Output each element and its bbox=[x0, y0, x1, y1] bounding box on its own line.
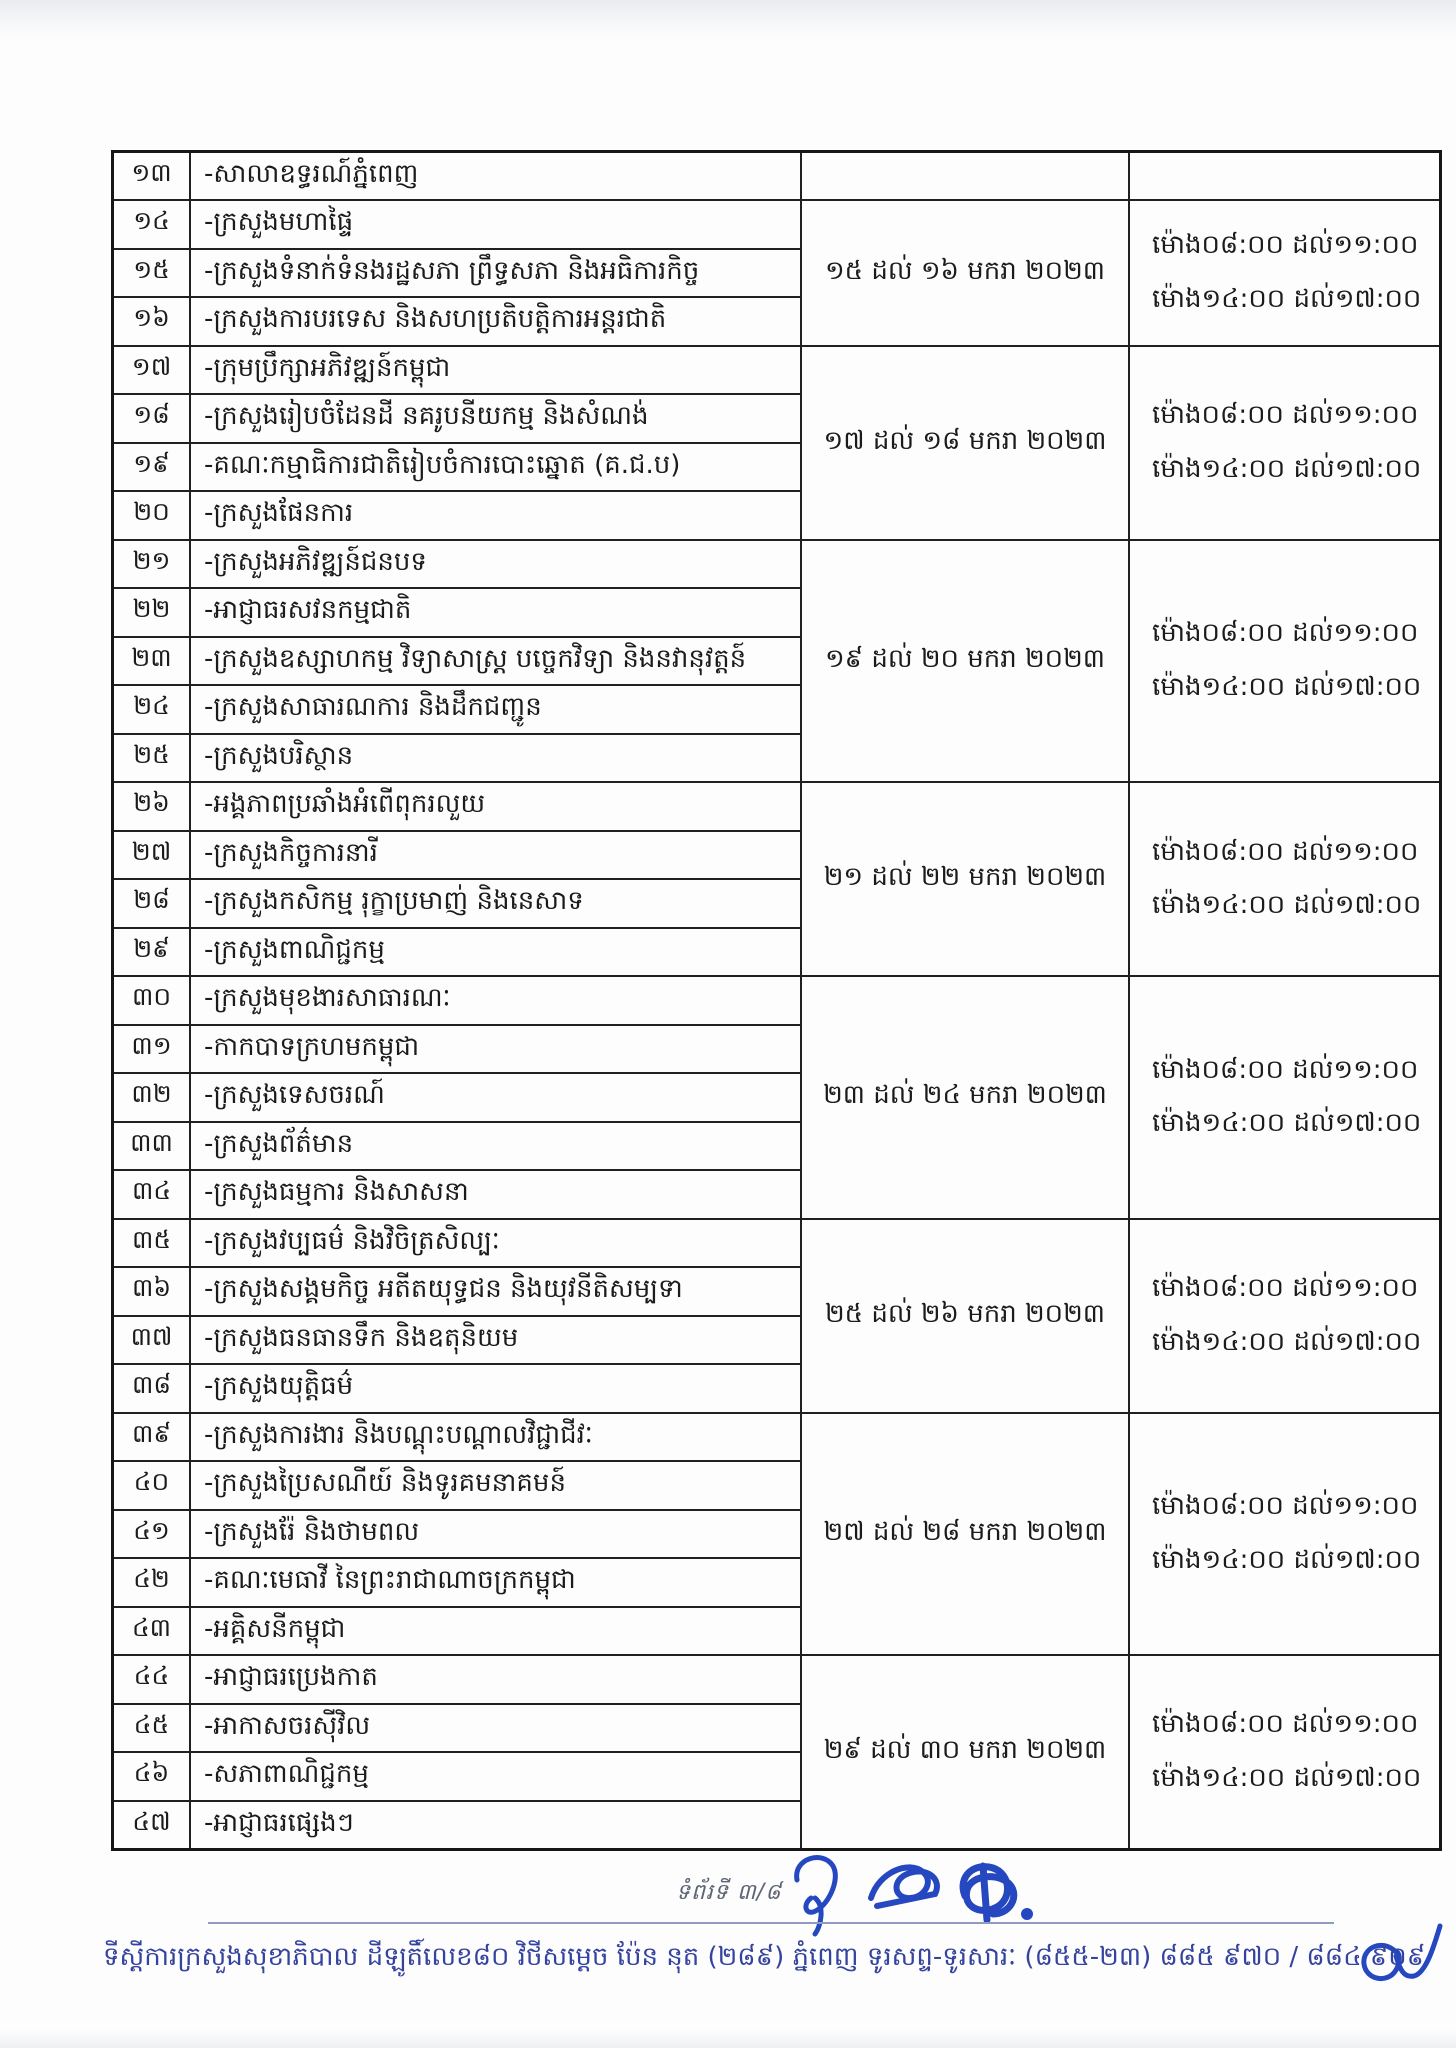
time-slot-cell bbox=[1129, 346, 1441, 540]
date-range-cell: ២៧ ដល់ ២៨ មករា ២០២៣ bbox=[801, 1413, 1129, 1656]
row-number: ២៩ bbox=[113, 928, 191, 977]
time-line-1: ម៉ោង០៨:០០ ដល់១១:០០ bbox=[1152, 1054, 1419, 1085]
time-line-1: ម៉ោង០៨:០០ ដល់១១:០០ bbox=[1152, 618, 1419, 649]
row-number: ២០ bbox=[113, 491, 191, 540]
time-line-2: ម៉ោង១៤:០០ ដល់១៧:០០ bbox=[1152, 1326, 1422, 1357]
row-number: ៣៨ bbox=[113, 1364, 191, 1413]
row-number: ៤៦ bbox=[113, 1752, 191, 1801]
row-number: ៤២ bbox=[113, 1558, 191, 1607]
time-line-2: ម៉ោង១៤:០០ ដល់១៧:០០ bbox=[1152, 283, 1422, 314]
time-slot-cell bbox=[1129, 1413, 1441, 1656]
institution-name: -ក្រសួងរ៉ែ និងថាមពល bbox=[190, 1510, 801, 1559]
time-line-1: ម៉ោង០៨:០០ ដល់១១:០០ bbox=[1152, 836, 1419, 867]
institution-name: -អាកាសចរស៊ីវិល bbox=[190, 1704, 801, 1753]
date-range-cell: ១៥ ដល់ ១៦ មករា ២០២៣ bbox=[801, 200, 1129, 346]
institution-name: -ក្រសួងកិច្ចការនារី bbox=[190, 831, 801, 880]
institution-name: -ក្រសួងប្រៃសណីយ៍ និងទូរគមនាគមន៍ bbox=[190, 1461, 801, 1510]
institution-name: -ក្រសួងផែនការ bbox=[190, 491, 801, 540]
institution-name: -ក្រសួងការបរទេស និងសហប្រតិបត្តិការអន្តរជាតិ bbox=[190, 297, 801, 346]
scan-bottom-shadow bbox=[0, 2030, 1456, 2048]
institution-name: -ក្រសួងទំនាក់ទំនងរដ្ឋសភា ព្រឹទ្ធសភា និងអធិការកិច្ច bbox=[190, 249, 801, 298]
time-line-2: ម៉ោង១៤:០០ ដល់១៧:០០ bbox=[1152, 671, 1422, 702]
date-range-cell: ២៥ ដល់ ២៦ មករា ២០២៣ bbox=[801, 1219, 1129, 1413]
institution-name: -ក្រសួងរៀបចំដែនដី នគរូបនីយកម្ម និងសំណង់ bbox=[190, 394, 801, 443]
row-number: ៤៤ bbox=[113, 1655, 191, 1704]
row-number: ៤៥ bbox=[113, 1704, 191, 1753]
visit-schedule-table bbox=[111, 150, 1442, 1851]
institution-name: -កាកបាទក្រហមកម្ពុជា bbox=[190, 1025, 801, 1074]
time-line-2: ម៉ោង១៤:០០ ដល់១៧:០០ bbox=[1152, 1108, 1422, 1139]
institution-name: -សាលាឧទ្ធរណ៍ភ្នំពេញ bbox=[190, 152, 801, 201]
institution-name: -ក្រសួងបរិស្ថាន bbox=[190, 734, 801, 783]
scan-top-shadow bbox=[0, 0, 1456, 42]
time-line-1: ម៉ោង០៨:០០ ដល់១១:០០ bbox=[1152, 1709, 1419, 1740]
row-number: ២៦ bbox=[113, 782, 191, 831]
institution-name: -អាជ្ញាធរប្រេងកាត bbox=[190, 1655, 801, 1704]
institution-name: -ក្រសួងមុខងារសាធារណៈ bbox=[190, 976, 801, 1025]
row-number: ៣២ bbox=[113, 1073, 191, 1122]
institution-name: -អាជ្ញាធរផ្សេងៗ bbox=[190, 1801, 801, 1850]
institution-name: -ក្រសួងការងារ និងបណ្តុះបណ្តាលវិជ្ជាជីវៈ bbox=[190, 1413, 801, 1462]
institution-name: -គណៈមេធាវី នៃព្រះរាជាណាចក្រកម្ពុជា bbox=[190, 1558, 801, 1607]
row-number: ២២ bbox=[113, 588, 191, 637]
institution-name: -ក្រសួងយុត្តិធម៌ bbox=[190, 1364, 801, 1413]
table-row bbox=[113, 346, 1441, 395]
institution-name: -ក្រសួងឧស្សាហកម្ម វិទ្យាសាស្ត្រ បច្ចេកវិទ្យា និងនវានុវត្តន៍ bbox=[190, 637, 801, 686]
date-range-cell: ១៧ ដល់ ១៨ មករា ២០២៣ bbox=[801, 346, 1129, 540]
institution-name: -អាជ្ញាធរសវនកម្មជាតិ bbox=[190, 588, 801, 637]
row-number: ២៣ bbox=[113, 637, 191, 686]
institution-name: -ក្រសួងទេសចរណ៍ bbox=[190, 1073, 801, 1122]
signature-icon bbox=[775, 1838, 1055, 1953]
row-number: ៣៤ bbox=[113, 1170, 191, 1219]
row-number: ១៦ bbox=[113, 297, 191, 346]
row-number: ១៨ bbox=[113, 394, 191, 443]
table-row bbox=[113, 976, 1441, 1025]
footer-divider bbox=[208, 1922, 1334, 1924]
date-range-cell bbox=[801, 152, 1129, 201]
time-line-1: ម៉ោង០៨:០០ ដល់១១:០០ bbox=[1152, 400, 1419, 431]
time-line-2: ម៉ោង១៤:០០ ដល់១៧:០០ bbox=[1152, 890, 1422, 920]
table-row bbox=[113, 200, 1441, 249]
row-number: ៣៧ bbox=[113, 1316, 191, 1365]
time-line-2: ម៉ោង១៤:០០ ដល់១៧:០០ bbox=[1152, 1544, 1422, 1575]
date-range-cell: ១៩ ដល់ ២០ មករា ២០២៣ bbox=[801, 540, 1129, 783]
table-row bbox=[113, 540, 1441, 589]
institution-name: -ក្រសួងកសិកម្ម រុក្ខាប្រមាញ់ និងនេសាទ bbox=[190, 879, 801, 928]
institution-name: -ក្រសួងសាធារណការ និងដឹកជញ្ជូន bbox=[190, 685, 801, 734]
institution-name: -អគ្គិសនីកម្ពុជា bbox=[190, 1607, 801, 1656]
row-number: ២៥ bbox=[113, 734, 191, 783]
row-number: ១៣ bbox=[113, 152, 191, 201]
row-number: ១៩ bbox=[113, 443, 191, 492]
row-number: ៣០ bbox=[113, 976, 191, 1025]
institution-name: -ក្រសួងពាណិជ្ជកម្ម bbox=[190, 928, 801, 977]
institution-name: -គណៈកម្មាធិការជាតិរៀបចំការបោះឆ្នោត (គ.ជ.ប) bbox=[190, 443, 801, 492]
institution-name: -ក្រសួងព័ត៌មាន bbox=[190, 1122, 801, 1171]
row-number: ១៥ bbox=[113, 249, 191, 298]
time-slot-cell bbox=[1129, 540, 1441, 783]
row-number: ១៧ bbox=[113, 346, 191, 395]
row-number: ២១ bbox=[113, 540, 191, 589]
date-range-cell: ២១ ដល់ ២២ មករា ២០២៣ bbox=[801, 782, 1129, 976]
date-range-cell: ២៣ ដល់ ២៤ មករា ២០២៣ bbox=[801, 976, 1129, 1219]
institution-name: -ក្រសួងធនធានទឹក និងឧតុនិយម bbox=[190, 1316, 801, 1365]
row-number: ៤៣ bbox=[113, 1607, 191, 1656]
time-line-2: ម៉ោង១៤:០០ ដល់១៧:០០ bbox=[1152, 1762, 1422, 1793]
row-number: ១៤ bbox=[113, 200, 191, 249]
date-range-cell: ២៩ ដល់ ៣០ មករា ២០២៣ bbox=[801, 1655, 1129, 1849]
time-slot-cell bbox=[1129, 152, 1441, 201]
time-line-1: ម៉ោង០៨:០០ ដល់១១:០០ bbox=[1152, 230, 1419, 261]
row-number: ៣៩ bbox=[113, 1413, 191, 1462]
table-row bbox=[113, 1219, 1441, 1268]
time-line-2: ម៉ោង១៤:០០ ដល់១៧:០០ bbox=[1152, 453, 1422, 484]
time-slot-cell bbox=[1129, 976, 1441, 1219]
page-number-label: ទំព័រទី ៣/៨ bbox=[676, 1880, 782, 1905]
institution-name: -ក្រសួងធម្មការ និងសាសនា bbox=[190, 1170, 801, 1219]
row-number: ៣៥ bbox=[113, 1219, 191, 1268]
row-number: ២៧ bbox=[113, 831, 191, 880]
row-number: ៤១ bbox=[113, 1510, 191, 1559]
institution-name: -ក្រសួងមហាផ្ទៃ bbox=[190, 200, 801, 249]
institution-name: -សភាពាណិជ្ជកម្ម bbox=[190, 1752, 801, 1801]
table-row bbox=[113, 782, 1441, 831]
row-number: ២៨ bbox=[113, 879, 191, 928]
row-number: ២៤ bbox=[113, 685, 191, 734]
time-slot-cell bbox=[1129, 1655, 1441, 1849]
institution-name: -ក្រសួងវប្បធម៌ និងវិចិត្រសិល្បៈ bbox=[190, 1219, 801, 1268]
institution-name: -ក្រុមប្រឹក្សាអភិវឌ្ឍន៍កម្ពុជា bbox=[190, 346, 801, 395]
row-number: ៣១ bbox=[113, 1025, 191, 1074]
time-line-1: ម៉ោង០៨:០០ ដល់១១:០០ bbox=[1152, 1491, 1419, 1522]
time-slot-cell bbox=[1129, 200, 1441, 346]
table-row bbox=[113, 1655, 1441, 1704]
row-number: ៣៦ bbox=[113, 1267, 191, 1316]
institution-name: -ក្រសួងអភិវឌ្ឍន៍ជនបទ bbox=[190, 540, 801, 589]
time-line-1: ម៉ោង០៨:០០ ដល់១១:០០ bbox=[1152, 1273, 1419, 1304]
row-number: ៤០ bbox=[113, 1461, 191, 1510]
table-row bbox=[113, 1413, 1441, 1462]
time-slot-cell bbox=[1129, 782, 1441, 976]
time-slot-cell bbox=[1129, 1219, 1441, 1413]
institution-name: -ក្រសួងសង្គមកិច្ច អតីតយុទ្ធជន និងយុវនីតិសម្បទា bbox=[190, 1267, 801, 1316]
institution-name: -អង្គភាពប្រឆាំងអំពើពុករលួយ bbox=[190, 782, 801, 831]
row-number: ៣៣ bbox=[113, 1122, 191, 1171]
row-number: ៤៧ bbox=[113, 1801, 191, 1850]
footer-address-line: ទីស្តីការក្រសួងសុខាភិបាល ដីឡូតិ៍លេខ៨០ វិថីសម្តេច ប៉ែន នុត (២៨៩) ភ្នំពេញ ទូរសព្ទ-ទូរសារៈ (៨៥៥-២៣) ៨៨៥ ៩៧០ / ៨៨៤ ៩០៩ bbox=[103, 1942, 1426, 1972]
table-row bbox=[113, 152, 1441, 201]
